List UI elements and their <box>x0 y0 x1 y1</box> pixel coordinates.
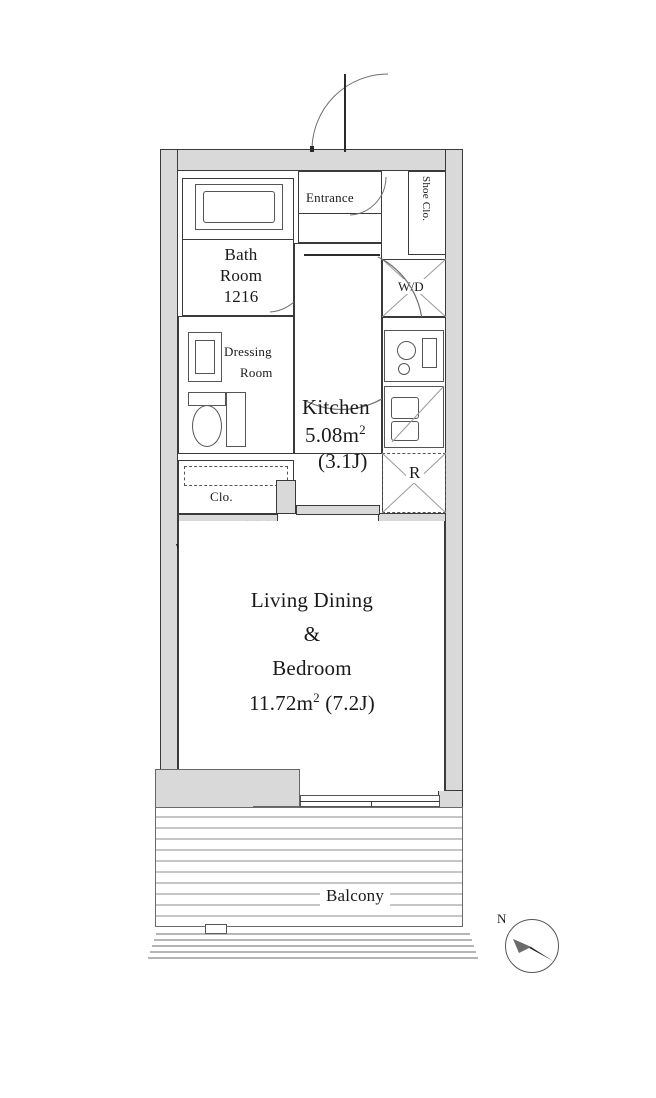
living-area <box>190 690 434 716</box>
closet-shelf-line <box>184 466 288 486</box>
kitchen-label: Kitchen <box>302 395 370 419</box>
compass-needle <box>505 919 559 973</box>
washer-dryer-label: W/D <box>398 279 424 294</box>
entrance-door-swing <box>310 72 390 152</box>
toilet-tank <box>188 392 226 406</box>
kitchen-area-jo: (3.1J) <box>318 449 368 473</box>
balcony-sill-line <box>300 801 440 802</box>
kitchen-area <box>305 422 366 448</box>
living-area-unit: m <box>296 691 314 715</box>
refrigerator-label: R <box>406 463 424 483</box>
entrance-label: Entrance <box>306 190 354 205</box>
entrance-inner-door-swing <box>348 175 388 221</box>
compass-north-label: N <box>497 911 507 926</box>
living-area-value: 11.72 <box>249 691 297 715</box>
shoe-closet-label: Shoe Clo. <box>419 176 432 222</box>
bath-room-label-line1: Bath <box>224 245 258 264</box>
bath-room-size-code: 1216 <box>223 287 259 306</box>
living-area-exp: 2 <box>313 690 320 705</box>
vanity-basin <box>195 340 215 374</box>
bath-room-label-line2: Room <box>219 266 263 285</box>
balcony-label: Balcony <box>320 886 390 906</box>
kitchen-cabinet-diagonal <box>384 386 444 448</box>
wall-right <box>445 149 463 809</box>
stove-burner-large <box>397 341 416 360</box>
hall-door-swing <box>300 253 382 405</box>
bottom-structure-hatch <box>148 932 478 966</box>
dressing-room-label-line2: Room <box>240 365 273 380</box>
kitchen-area-exp: 2 <box>359 422 366 437</box>
kitchen-area-unit: m <box>342 423 360 447</box>
living-label-line2: & <box>303 622 321 646</box>
niche-right-wall <box>296 505 380 515</box>
wall-left <box>160 149 178 809</box>
bath-partition-line <box>182 239 294 240</box>
wall-top <box>160 149 463 171</box>
entrance-door-leaf <box>344 74 346 152</box>
living-label-line3: Bedroom <box>272 656 352 680</box>
closet-label: Clo. <box>210 489 233 504</box>
living-area-jo: (7.2J) <box>325 691 375 715</box>
balcony-deck-hatch <box>156 808 462 926</box>
dressing-room-label-line1: Dressing <box>224 344 272 359</box>
toilet-side-panel <box>226 392 246 447</box>
kitchen-area-value: 5.08 <box>305 423 343 447</box>
bathtub-inner <box>203 191 275 223</box>
toilet-bowl <box>192 405 222 447</box>
stove-burner-small <box>398 363 410 375</box>
niche-block <box>276 480 296 514</box>
stove-grill <box>422 338 437 368</box>
living-label-line1: Living Dining <box>250 588 374 612</box>
hall-door-leaf <box>304 254 380 256</box>
